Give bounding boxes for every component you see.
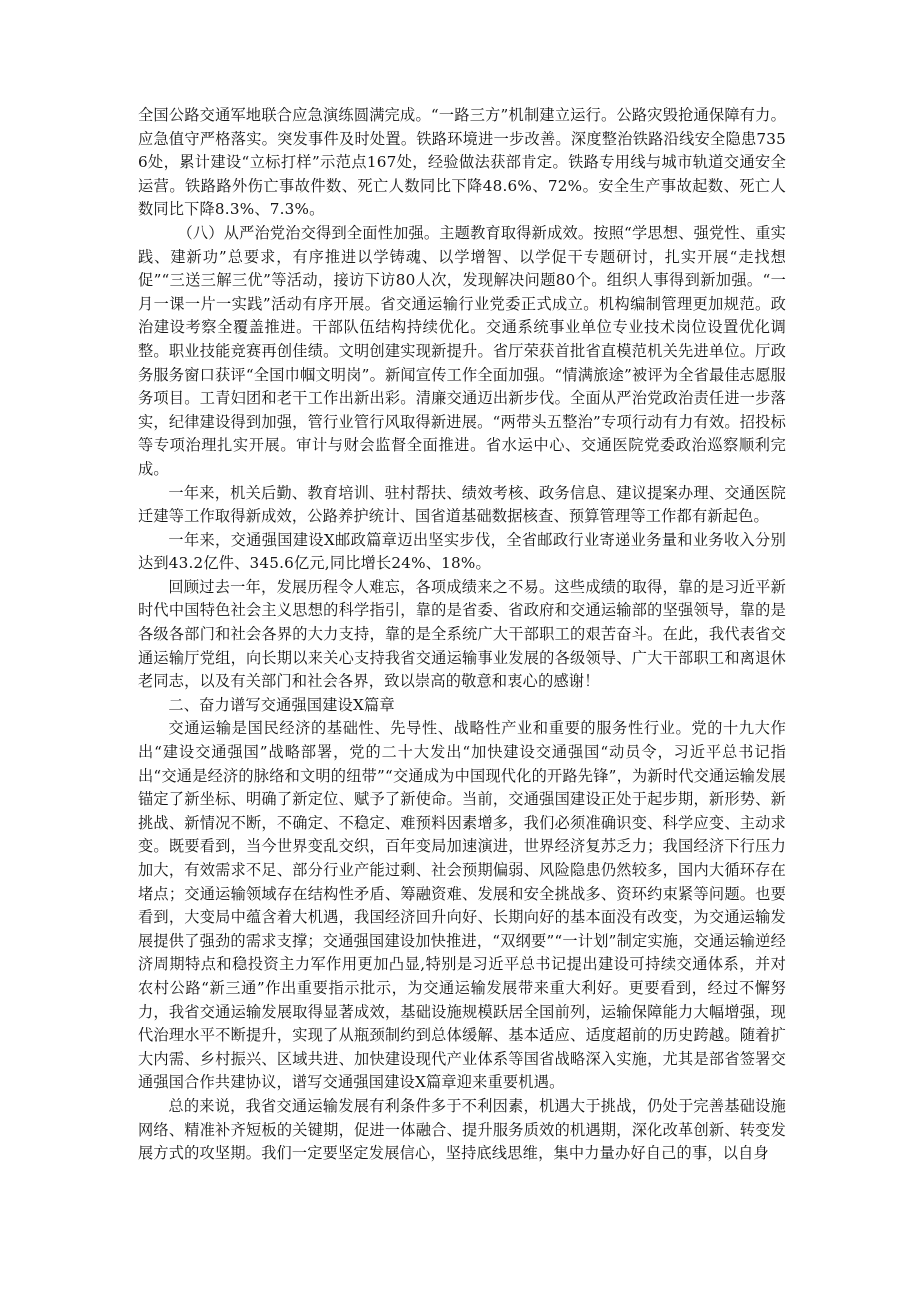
paragraph: 交通运输是国民经济的基础性、先导性、战略性产业和重要的服务性行业。党的十九大作出“建设交通强国”战略部署，党的二十大发出“加快建设交通强国“动员令，习近平总书记指出“交通是经济的脉络和文明的纽带”“交通成为中国现代化的开路先锋”，为新时代交通运输发展锚定了新坐标、明确了新定位、赋予了新使命。当前，交通强国建设正处于起步期，新形势、新挑战、新情况不断，不确定、不稳定、难预料因素增多，我们必须准确识变、科学应变、主动求变。既要看到，当今世界变乱交织，百年变局加速演进，世界经济复苏乏力；我国经济下行压力加大，有效需求不足、部分行业产能过剩、社会预期偏弱、风险隐患仍然较多，国内大循环存在堵点；交通运输领域存在结构性矛盾、筹融资难、发展和安全挑战多、资环约束紧等问题。也要看到，大变局中蕴含着大机遇，我国经济回升向好、长期向好的基本面没有改变，为交通运输发展提供了强劲的需求支撑；交通强国建设加快推进，“双纲要”“一计划”制定实施，交通运输逆经济周期特点和稳投资主力军作用更加凸显,特别是习近平总书记提出建设可持续交通体系，并对农村公路“新三通”作出重要指示批示，为交通运输发展带来重大利好。更要看到，经过不懈努力，我省交通运输发展取得显著成效，基础设施规模跃居全国前列，运输保障能力大幅增强，现代治理水平不断提升，实现了从瓶颈制约到总体缓解、基本适应、适度超前的历史跨越。随着扩大内需、乡村振兴、区域共进、加快建设现代产业体系等国省战略深入实施，尤其是部省签署交通强国合作共建协议，谱写交通强国建设X篇章迎来重要机遇。 — [138, 719, 786, 1092]
paragraph: 一年来，交通强国建设X邮政篇章迈出坚实步伐，全省邮政行业寄递业务量和业务收入分别达到43.2亿件、345.6亿元,同比增长24%、18%。 — [138, 530, 786, 573]
section-heading: 二、奋力谱写交通强国建设X篇章 — [168, 695, 395, 714]
paragraph: （八）从严治党治交得到全面性加强。主题教育取得新成效。按照“学思想、强党性、重实践、建新功”总要求，有序推进以学铸魂、以学增智、以学促干专题研讨，扎实开展“走找想促”“三送三解三优”等活动，接访下访80人次，发现解决问题80个。组织人事得到新加强。“一月一课一片一实践”活动有序开展。省交通运输行业党委正式成立。机构编制管理更加规范。政治建设考察全覆盖推进。干部队伍结构持续优化。交通系统事业单位专业技术岗位设置优化调整。职业技能竞赛再创佳绩。文明创建实现新提升。省厅荣获首批省直模范机关先进单位。厅政务服务窗口获评“全国巾帼文明岗”。新闻宣传工作全面加强。“情满旅途”被评为全省最佳志愿服务项目。工青妇团和老干工作出新出彩。清廉交通迈出新步伐。全面从严治党政治责任进一步落实，纪律建设得到加强，管行业管行风取得新进展。“两带头五整治”专项行动有力有效。招投标等专项治理扎实开展。审计与财会监督全面推进。省水运中心、交通医院党委政治巡察顺利完成。 — [138, 223, 786, 478]
paragraph: 全国公路交通军地联合应急演练圆满完成。“一路三方”机制建立运行。公路灾毁抢通保障有力。应急值守严格落实。突发事件及时处置。铁路环境进一步改善。深度整治铁路沿线安全隐患7356处，累计建设“立标打样”示范点167处，经验做法获部肯定。铁路专用线与城市轨道交通安全运营。铁路路外伤亡事故件数、死亡人数同比下降48.6%、72%。安全生产事故起数、死亡人数同比下降8.3%、7.3%。 — [138, 106, 786, 219]
paragraph: 总的来说，我省交通运输发展有利条件多于不利因素，机遇大于挑战，仍处于完善基础设施网络、精准补齐短板的关键期，促进一体融合、提升服务质效的机遇期，深化改革创新、转变发展方式的攻坚期。我们一定要坚定发展信心，坚持底线思维，集中力量办好自己的事，以自身 — [138, 1096, 786, 1163]
paragraph: 回顾过去一年，发展历程令人难忘，各项成绩来之不易。这些成绩的取得，靠的是习近平新时代中国特色社会主义思想的科学指引，靠的是省委、省政府和交通运输部的坚强领导，靠的是各级各部门和社会各界的大力支持，靠的是全系统广大干部职工的艰苦奋斗。在此，我代表省交通运输厅党组，向长期以来关心支持我省交通运输事业发展的各级领导、广大干部职工和离退休老同志，以及有关部门和社会各界，致以崇高的敬意和衷心的感谢！ — [138, 577, 786, 691]
document-body — [138, 104, 786, 1166]
paragraph: 一年来，机关后勤、教育培训、驻村帮扶、绩效考核、政务信息、建议提案办理、交通医院迁建等工作取得新成效，公路养护统计、国省道基础数据核查、预算管理等工作都有新起色。 — [138, 483, 786, 526]
